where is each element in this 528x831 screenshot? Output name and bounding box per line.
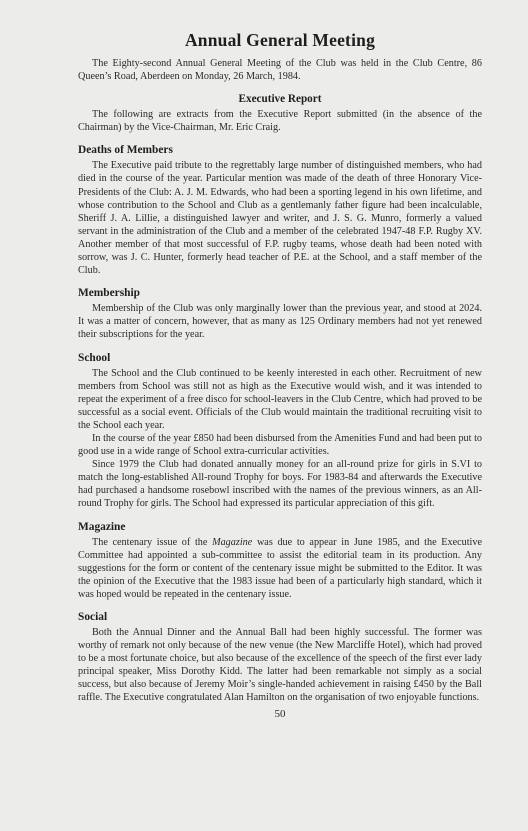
page-title: Annual General Meeting	[184, 30, 376, 50]
membership-paragraph: Membership of the Club was only marginally lower than the previous year, and stood at 2024. It was a matter of concern, however, that as many as 125 Ordinary members had not yet renewed their subscriptions for the year.	[78, 303, 482, 341]
social-paragraph: Both the Annual Dinner and the Annual Ball had been highly successful. The former was worthy of remark not only because of the new venue (the New Marcliffe Hotel), which had proved to be a most fortunate choice, but also because of the excellence of the speech of the first ever lady principal speaker, Miss Dorothy Kidd. The latter had been remarkable not simply as a social success, but also because of Jeremy Moir’s single-handed achievement in raising £450 by the Ball raffle. The Executive congratulated Alan Hamilton on the organisation of two enjoyable functions.	[78, 627, 482, 704]
page-number: 50	[274, 707, 286, 720]
deaths-heading: Deaths of Members	[78, 144, 173, 157]
executive-report-paragraph: The following are extracts from the Executive Report submitted (in the absence of the Chairman) by the Vice-Chairman, Mr. Eric Craig.	[78, 109, 482, 134]
deaths-paragraph: The Executive paid tribute to the regrettably large number of distinguished members, who had died in the course of the year. Particular mention was made of the death of three Honorary Vice-Presidents of the Club: A. J. M. Edwards, who had been a sporting legend in his own lifetime, and whose contribution to the School and Club as a gentlemanly father figure had been incalculable, Sheriff J. A. Lillie, a distinguished lawyer and writer, and J. S. G. Munro, formerly a valued servant in the administration of the Club and a member of the celebrated 1947-48 F.P. Rugby XV. Another member of that most successful of F.P. rugby teams, whose death had been noted with sorrow, was J. C. Hunter, formerly head teacher of P.E. at the School, and a staff member of the Club.	[78, 160, 482, 277]
executive-report-heading: Executive Report	[238, 93, 322, 106]
school-paragraph: In the course of the year £850 had been disbursed from the Amenities Fund and had been put to good use in a wide range of School extra-curricular activities.	[78, 432, 482, 458]
school-heading: School	[78, 351, 111, 364]
membership-heading: Membership	[78, 287, 141, 300]
intro-paragraph: The Eighty-second Annual General Meeting of the Club was held in the Club Centre, 86 Queen’s Road, Aberdeen on Monday, 26 March, 1984.	[78, 58, 482, 83]
magazine-heading: Magazine	[78, 520, 126, 533]
school-paragraph: Since 1979 the Club had donated annually money for an all-round prize for girls in S.VI to match the long-established All-round Trophy for boys. For 1983-84 and afterwards the Executive had purchased a handsome rosebowl inscribed with the names of the previous winners, as an All-round Trophy for girls. The School had expressed its particular appreciation of this gift.	[78, 459, 482, 510]
magazine-text-after: was due to appear in June 1985, and the Executive Committee had appointed a sub-committee to assist the editorial team in its production. Any suggestions for the form or content of the centenary issue might be submitted to the Editor. It was the opinion of the Executive that the 1983 issue had been of a particularly high standard, which it was hoped would be repeated in the centenary issue.	[78, 536, 482, 600]
social-heading: Social	[78, 611, 108, 623]
magazine-text-before: The centenary issue of the	[92, 536, 213, 548]
magazine-title-italic: Magazine	[212, 536, 253, 548]
magazine-paragraph	[78, 536, 482, 601]
school-paragraph: The School and the Club continued to be keenly interested in each other. Recruitment of new members from School was still not as high as the Executive would wish, and it was intended to repeat the experiment of a free disco for school-leavers in the Club Centre, which had proved to be successful as a social event. Officials of the Club would maintain the traditional recruiting visit to the School each year.	[78, 367, 482, 431]
